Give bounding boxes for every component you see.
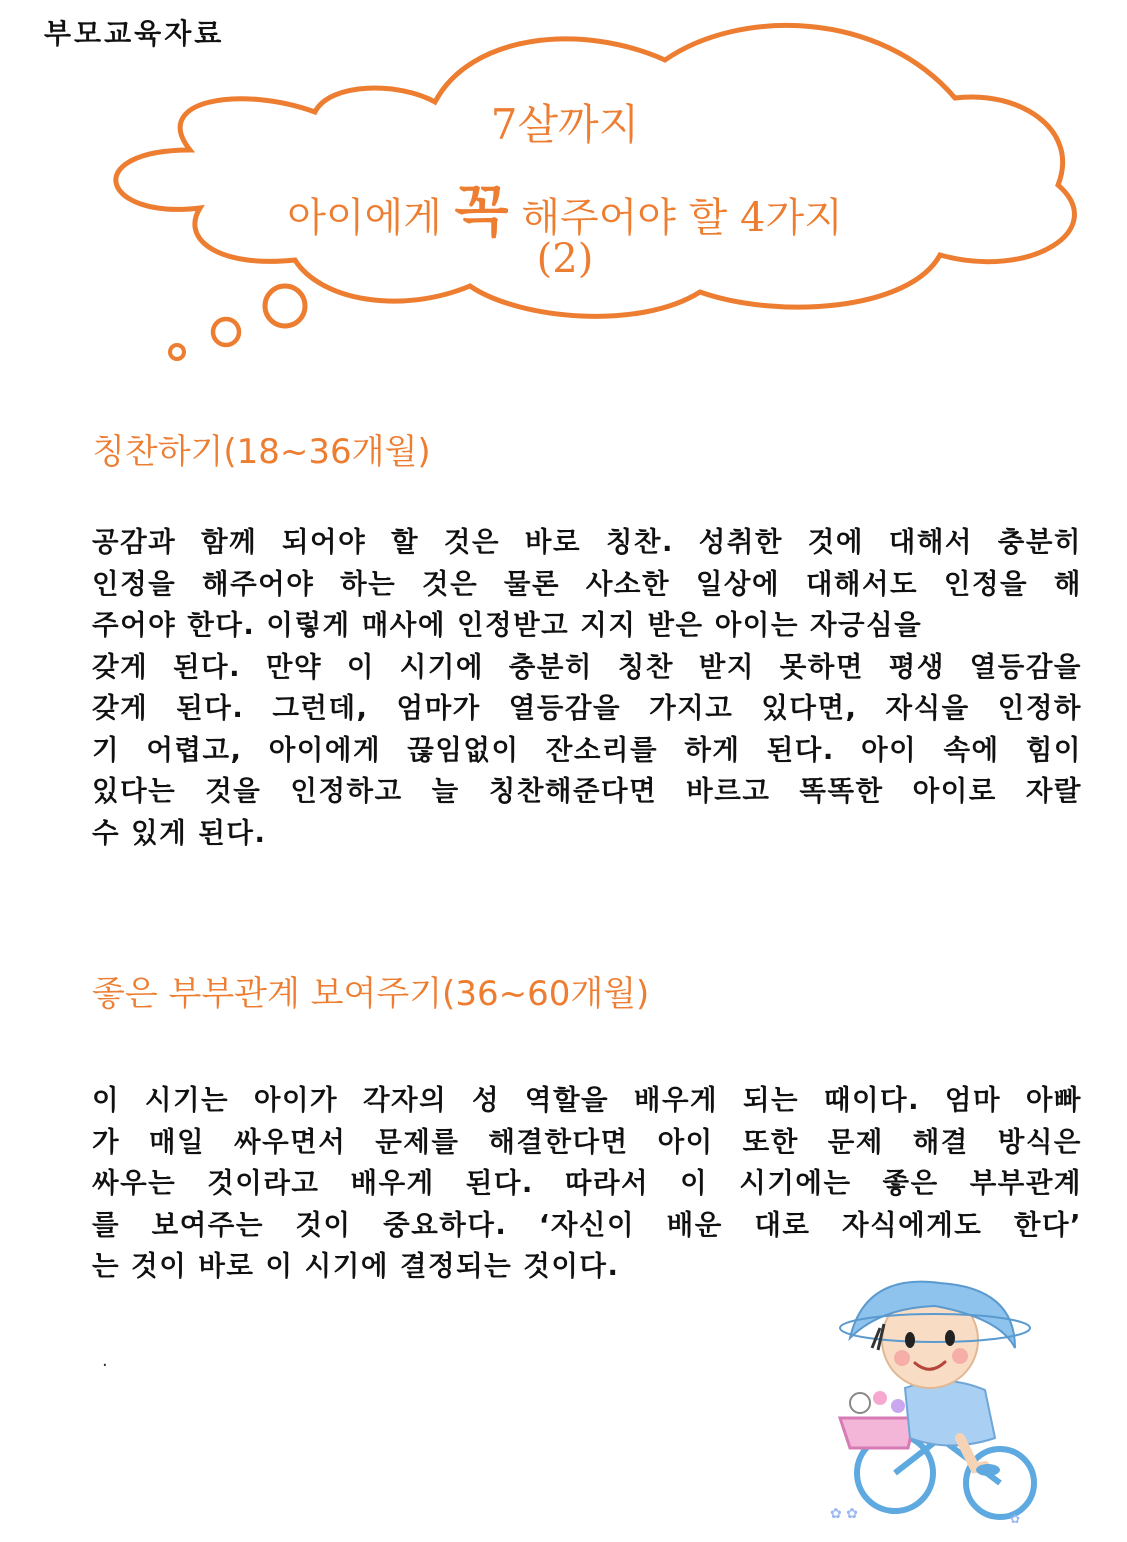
title-line-3: (2) (536, 236, 594, 282)
paragraph-line: 있다는 것을 인정하고 늘 칭찬해준다면 바르고 똑똑한 아이로 자랄 (92, 775, 1082, 807)
thought-bubble-medium (213, 319, 239, 345)
svg-text:✿ ✿: ✿ ✿ (830, 1506, 858, 1522)
paragraph-line: 이 시기는 아이가 각자의 성 역할을 배우게 되는 때이다. 엄마 아빠 (92, 1084, 1082, 1116)
child-on-bicycle-illustration (810, 1278, 1060, 1528)
paragraph-line: 수 있게 된다. (92, 816, 267, 849)
section-heading-praise: 칭찬하기(18~36개월) (92, 432, 431, 472)
title-line-1: 7살까지 (490, 100, 640, 149)
paragraph-line: 기 어렵고, 아이에게 끊임없이 잔소리를 하게 된다. 아이 속에 힘이 (92, 733, 1082, 766)
paragraph-praise (92, 522, 1082, 854)
title-line-2-before: 아이에게 (287, 195, 442, 241)
paragraph-line: 갖게 된다. 만약 이 시기에 충분히 칭찬 받지 못하면 평생 열등감을 (92, 650, 1082, 683)
paragraph-line: 는 것이 바로 이 시기에 결정되는 것이다. (92, 1250, 620, 1282)
document-label: 부모교육자료 (44, 17, 225, 50)
stray-mark: . (102, 1350, 108, 1371)
title-emphasis: 꼭 (454, 180, 509, 245)
title-line-2-after: 해주어야 할 4가지 (521, 195, 843, 241)
paragraph-line: 인정을 해주어야 하는 것은 물론 사소한 일상에 대해서도 인정을 해 (92, 567, 1082, 600)
section-heading-couple: 좋은 부부관계 보여주기(36~60개월) (92, 974, 650, 1014)
paragraph-couple (92, 1080, 1082, 1288)
svg-text:✿: ✿ (1010, 1512, 1021, 1526)
paragraph-line: 싸우는 것이라고 배우게 된다. 따라서 이 시기에는 좋은 부부관계 (92, 1167, 1082, 1199)
paragraph-line: 공감과 함께 되어야 할 것은 바로 칭찬. 성취한 것에 대해서 충분히 (92, 526, 1082, 558)
thought-bubble-small (170, 345, 184, 359)
paragraph-line: 가 매일 싸우면서 문제를 해결한다면 아이 또한 문제 해결 방식은 (92, 1125, 1082, 1158)
paragraph-line: 갖게 된다. 그런데, 엄마가 열등감을 가지고 있다면, 자식을 인정하 (92, 692, 1082, 724)
paragraph-line: 주어야 한다. 이렇게 매사에 인정받고 지지 받은 아이는 자긍심을 (92, 609, 923, 641)
paragraph-line: 를 보여주는 것이 중요하다. ‘자신이 배운 대로 자식에게도 한다’ (92, 1208, 1082, 1241)
thought-bubble-large (265, 286, 305, 326)
